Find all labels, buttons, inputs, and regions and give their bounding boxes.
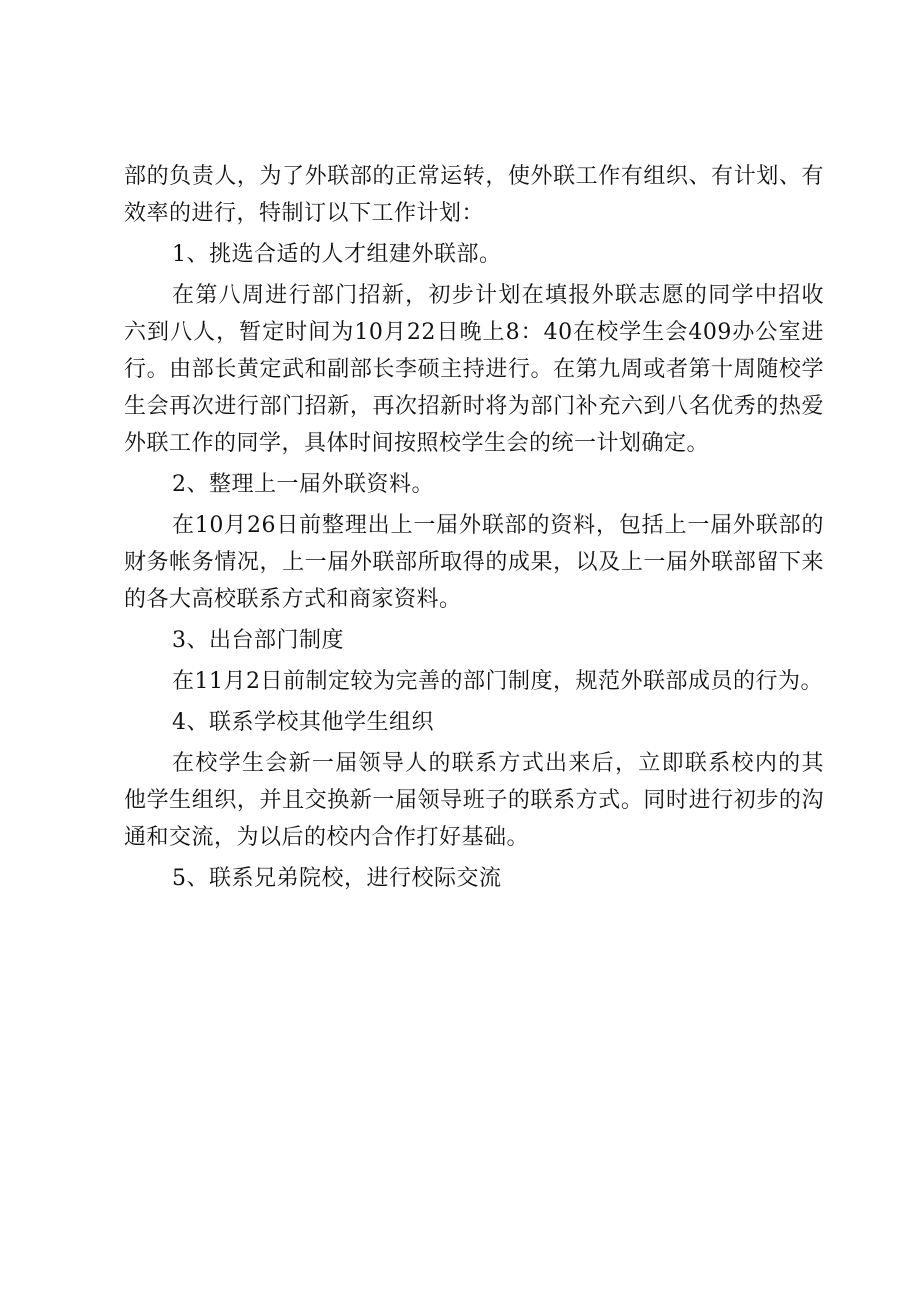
paragraph-item-4: 在校学生会新一届领导人的联系方式出来后，立即联系校内的其他学生组织，并且交换新一届领导班子的联系方式。同时进行初步的沟通和交流，为以后的校内合作打好基础。 <box>124 751 824 850</box>
heading-item-1: 1、挑选合适的人才组建外联部。 <box>172 242 502 267</box>
paragraph-item-2: 在10月26日前整理出上一届外联部的资料，包括上一届外联部的财务帐务情况，上一届外联部所取得的成果，以及上一届外联部留下来的各大高校联系方式和商家资料。 <box>124 513 824 612</box>
paragraph-item-3: 在11月2日前制定较为完善的部门制度，规范外联部成员的行为。 <box>172 669 823 694</box>
paragraph-item-1: 在第八周进行部门招新，初步计划在填报外联志愿的同学中招收六到八人，暂定时间为10月22日晚上8：40在校学生会409办公室进行。由部长黄定武和副部长李硕主持进行。在第九周或者第十周随校学生会再次进行部门招新，再次招新时将为部门补充六到八名优秀的热爱外联工作的同学，具体时间按照校学生会的统一计划确定。 <box>124 283 824 456</box>
paragraph-intro-continued: 部的负责人，为了外联部的正常运转，使外联工作有组织、有计划、有效率的进行，特制订以下工作计划： <box>124 164 824 226</box>
heading-item-5: 5、联系兄弟院校，进行校际交流 <box>172 866 502 891</box>
heading-item-2: 2、整理上一届外联资料。 <box>172 472 434 497</box>
heading-item-4: 4、联系学校其他学生组织 <box>172 710 434 735</box>
document-page <box>124 158 824 897</box>
heading-item-3: 3、出台部门制度 <box>172 628 344 653</box>
